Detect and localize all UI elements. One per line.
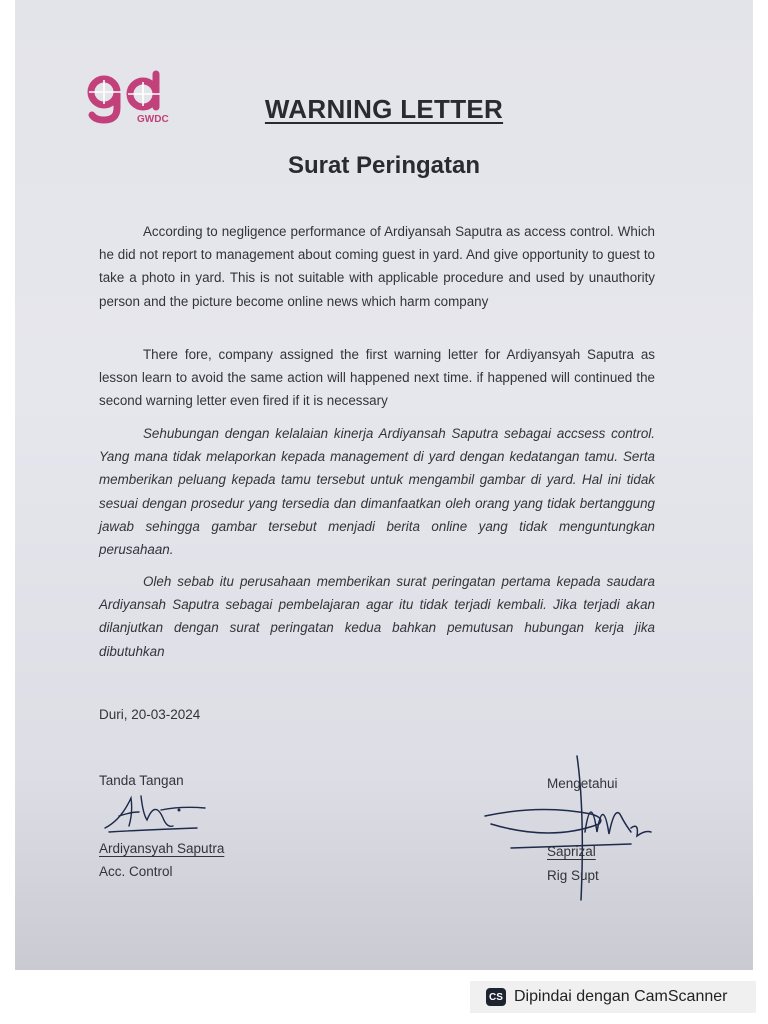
letter-subtitle: Surat Peringatan bbox=[287, 152, 481, 179]
camscanner-text: Dipindai dengan CamScanner bbox=[514, 988, 728, 1005]
camscanner-watermark bbox=[470, 981, 756, 1013]
paragraph-indonesian-2: Oleh sebab itu perusahaan memberikan surat peringatan pertama kepada saudara Ardiyansah Saputra sebagai pembelajaran agar itu tidak terjadi kembali. Jika terjadi akan dilanjutkan dengan surat peringatan kedua bahkan pemutusan hubungan kerja jika dibutuhkan bbox=[99, 574, 655, 659]
camscanner-logo-icon: CS bbox=[486, 988, 506, 1006]
right-signature-caption: Mengetahui bbox=[547, 776, 618, 791]
scanned-letter-page bbox=[15, 0, 753, 970]
right-signer-role: Rig Supt bbox=[547, 868, 599, 883]
left-handwritten-signature bbox=[101, 790, 221, 838]
right-signer-name: Saprizal bbox=[547, 844, 596, 859]
paragraph-english-1: According to negligence performance of Ardiyansah Saputra as access control. Which he did not report to management about coming guest in yard. And give opportunity to guest to take a photo in yard. This is not suitable with applicable procedure and used by unauthority person and the picture become online news which harm company bbox=[99, 224, 655, 309]
svg-text:GWDC: GWDC bbox=[137, 114, 169, 125]
paragraph-english-2: There fore, company assigned the first warning letter for Ardiyansyah Saputra as lesson learn to avoid the same action will happened next time. if happened will continued the second warning letter even fired if it is necessary bbox=[99, 347, 655, 409]
left-signer-role: Acc. Control bbox=[99, 864, 173, 879]
place-date: Duri, 20-03-2024 bbox=[99, 707, 201, 722]
paragraph-indonesian-1: Sehubungan dengan kelalaian kinerja Ardiyansah Saputra sebagai accsess control. Yang mana tidak melaporkan kepada management di yard dengan kedatangan tamu. Serta memberikan peluang kepada tamu tersebut untuk mengambil gambar di yard. Hal ini tidak sesuai dengan prosedur yang tersedia dan dimanfaatkan oleh orang yang tidak bertanggung jawab sehingga gambar tersebut menjadi berita online yang tidak menguntungkan perusahaan. bbox=[99, 426, 655, 558]
left-signature-caption: Tanda Tangan bbox=[99, 773, 184, 788]
left-signer-name: Ardiyansyah Saputra bbox=[99, 841, 225, 856]
letter-title: WARNING LETTER bbox=[264, 94, 504, 124]
